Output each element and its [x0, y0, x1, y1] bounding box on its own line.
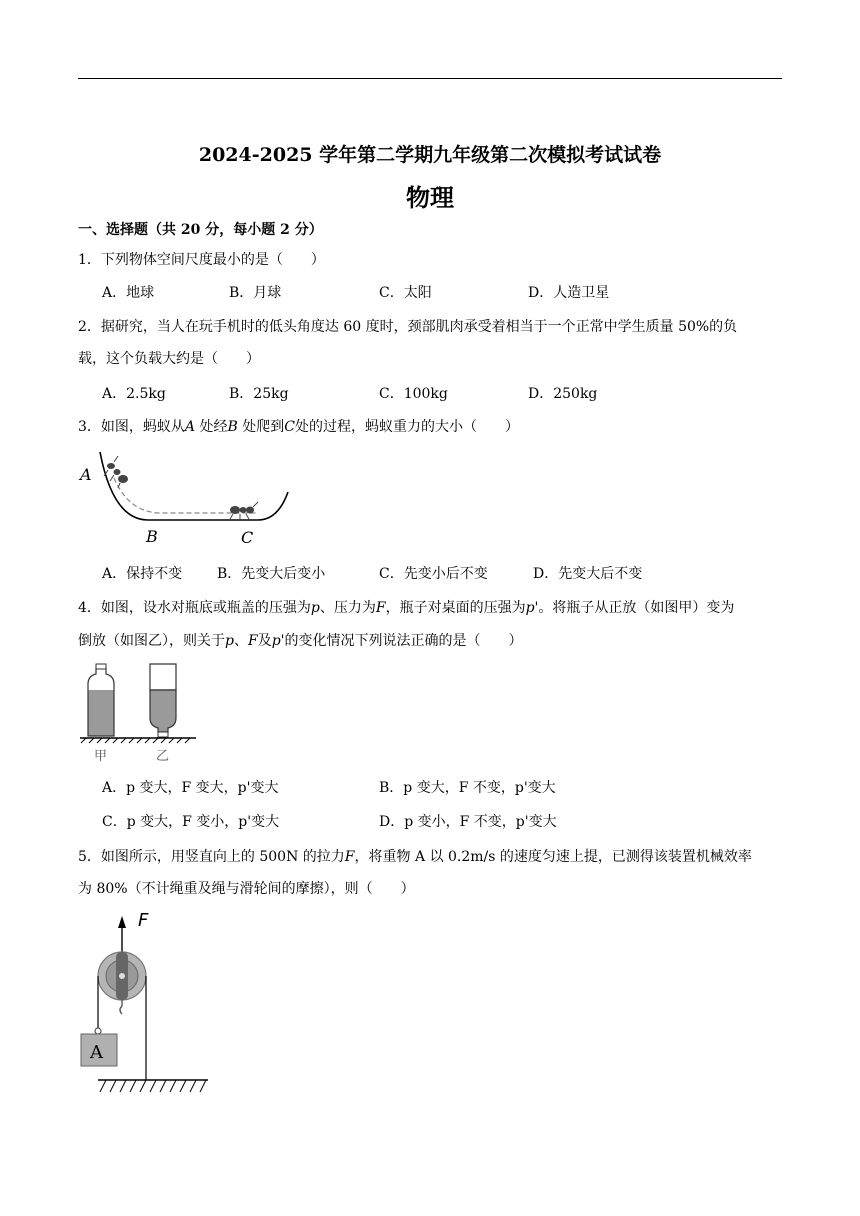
q4-stem-1c: ，瓶子对桌面的压强为 [385, 600, 526, 616]
q3-option-c[interactable]: C．先变小后不变 [379, 566, 488, 582]
q4-var-p: p [225, 633, 234, 649]
header-rule [78, 78, 782, 79]
q4-fig-label-yi: 乙 [156, 749, 170, 764]
exam-title: 2024-2025 学年第二学期九年级第二次模拟考试试卷 [198, 144, 662, 166]
q4-bottles-figure [78, 662, 198, 766]
q2-option-a[interactable]: A．2.5kg [102, 386, 166, 402]
q5-fig-label-block: A [90, 1042, 103, 1063]
q4-stem-1b: 、压力为 [319, 600, 376, 616]
q3-stem-d: 处的过程，蚂蚁重力的大小（ ） [294, 419, 519, 435]
q3-ant-track-figure [78, 448, 298, 550]
q4-stem-1d: 。将瓶子从正放（如图甲）变为 [538, 600, 735, 616]
ground-hatching [100, 1080, 206, 1092]
q4-option-d[interactable]: D．p 变小，F 不变，p'变大 [379, 814, 557, 830]
section-heading: 一、选择题（共 20 分，每小题 2 分） [78, 222, 323, 238]
q3-option-a[interactable]: A．保持不变 [102, 566, 183, 582]
q5-fig-label-force: F [138, 910, 149, 931]
q3-var-b: B [227, 419, 238, 435]
q1-option-a[interactable]: A．地球 [102, 285, 155, 301]
q3-option-d[interactable]: D．先变大后不变 [533, 566, 643, 582]
upright-bottle [88, 664, 114, 736]
inverted-bottle [150, 664, 176, 737]
q5-pulley-figure [76, 906, 216, 1100]
q5-stem-line2: 为 80%（不计绳重及绳与滑轮间的摩擦），则（ ） [78, 881, 415, 897]
q4-stem-2c: 及 [257, 633, 272, 649]
q1-option-c[interactable]: C．太阳 [379, 285, 432, 301]
q4-var-f: F [247, 633, 258, 649]
q4-var-pp: p' [271, 633, 285, 649]
q3-stem-c: 处爬到 [242, 419, 285, 435]
q2-option-c[interactable]: C．100kg [379, 386, 448, 402]
subject-title: 物理 [406, 183, 454, 212]
q4-stem-1a: 4．如图，设水对瓶底或瓶盖的压强为 [78, 600, 311, 616]
q4-stem-line2 [78, 630, 523, 650]
q2-stem-line1: 2．据研究，当人在玩手机时的低头角度达 60 度时，颈部肌肉承受着相当于一个正常中学生质量 50%的负 [78, 319, 738, 335]
q1-option-d[interactable]: D．人造卫星 [528, 285, 610, 301]
q4-var-p: p [310, 600, 320, 616]
table-hatching [81, 738, 190, 743]
q4-option-b[interactable]: B．p 变大，F 不变，p'变大 [379, 780, 556, 796]
q3-option-b[interactable]: B．先变大后变小 [217, 566, 326, 582]
q5-stem-1b: ，将重物 A 以 0.2m/s 的速度匀速上提，已测得该装置机械效率 [354, 849, 752, 865]
q4-fig-label-jia: 甲 [94, 749, 108, 764]
q1-stem: 1．下列物体空间尺度最小的是（ ） [78, 252, 325, 268]
ant-icon [230, 502, 258, 519]
q4-option-a[interactable]: A．p 变大，F 变大，p'变大 [102, 780, 279, 796]
q3-fig-label-b: B [146, 527, 158, 546]
q5-stem-1a: 5．如图所示，用竖直向上的 500N 的拉力 [78, 849, 345, 865]
q1-option-b[interactable]: B．月球 [229, 285, 282, 301]
q4-var-f: F [375, 600, 386, 616]
q3-stem-a: 3．如图，蚂蚁从 [78, 419, 185, 435]
q3-var-a: A [184, 419, 196, 435]
q4-stem-line1 [78, 597, 734, 617]
q3-fig-label-c: C [241, 528, 254, 547]
q3-stem-b: 处经 [199, 419, 228, 435]
q3-var-c: C [284, 419, 295, 435]
q5-var-f: F [344, 849, 355, 865]
q4-option-c[interactable]: C．p 变大，F 变小，p'变大 [102, 814, 280, 830]
q2-option-b[interactable]: B．25kg [229, 386, 289, 402]
q4-var-pp: p' [525, 600, 539, 616]
arrow-up-icon [118, 916, 126, 928]
q2-option-d[interactable]: D．250kg [528, 386, 598, 402]
q4-stem-2a: 倒放（如图乙），则关于 [78, 633, 225, 649]
q3-stem [78, 416, 519, 436]
q2-stem-line2: 载，这个负载大约是（ ） [78, 351, 260, 367]
q4-stem-2b: 、 [233, 633, 248, 649]
q5-stem-line1 [78, 846, 752, 866]
q3-fig-label-a: A [80, 465, 92, 484]
q4-stem-2d: 的变化情况下列说法正确的是（ ） [284, 633, 523, 649]
